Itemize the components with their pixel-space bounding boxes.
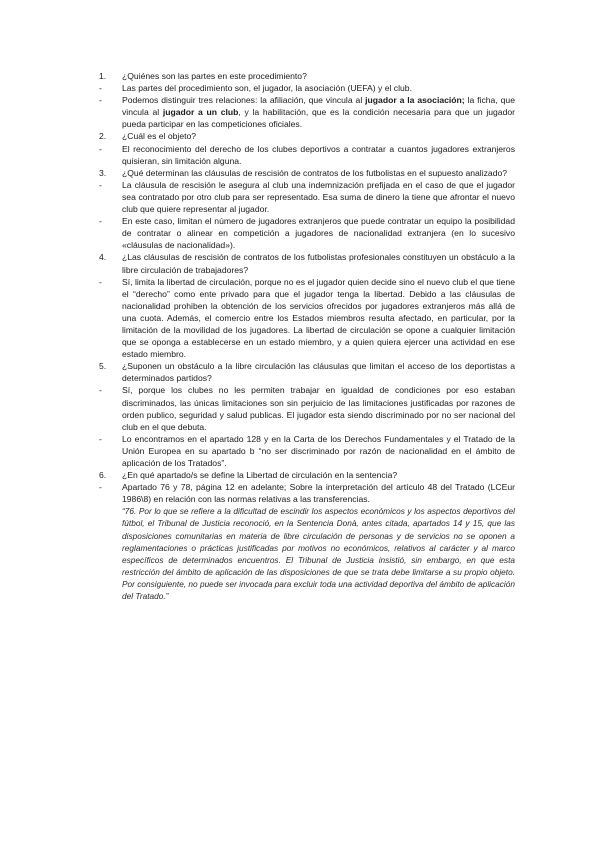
answer-4: [99, 276, 515, 361]
question-5: [99, 360, 515, 384]
item-marker: -: [99, 216, 102, 227]
question-1: [99, 70, 515, 82]
item-marker: 4.: [99, 252, 107, 263]
item-text-part: la ficha, que vincula al: [122, 95, 515, 118]
answer-1a: [99, 82, 515, 94]
item-marker: -: [99, 433, 102, 444]
item-marker: 2.: [99, 131, 107, 142]
item-marker: 3.: [99, 167, 107, 178]
answer-1b: [99, 94, 515, 130]
item-text: ¿Suponen un obstáculo a la libre circulación las cláusulas que limitan el acceso de los deportistas a determinados partidos?: [122, 361, 515, 384]
item-text: La cláusula de rescisión le asegura al club una indemnización prefijada en el caso de que el jugador sea contratado por otro club para ser representado. Esa suma de dinero la tiene que afrontar el nuevo club que quiere representar al jugador.: [122, 179, 515, 215]
bold-phrase: jugador a la asociación;: [365, 95, 465, 106]
question-4: [99, 251, 515, 275]
item-marker: -: [99, 143, 102, 154]
quoted-paragraph-76: “76. Por lo que se refiere a la dificultad de escindir los aspectos económicos y los aspectos deportivos del fútbol, el Tribunal de Justicia reconoció, en la Sentencia Donà, antes citada, apartados 14 y 15, que las disposiciones comunitarias en materia de libre circulación de personas y de servicios no se oponen a reglamentaciones o prácticas justificadas por motivos no económicos, relativos al carácter y al marco específicos de determinados encuentros. El Tribunal de Justicia insistió, sin embargo, en que esta restricción del ámbito de aplicación de las disposiciones de que se trata debe limitarse a su propio objeto. Por consiguiente, no puede ser invocada para excluir toda una actividad deportiva del ámbito de aplicación del Tratado.”: [122, 506, 515, 602]
item-text: El reconocimiento del derecho de los clubes deportivos a contratar a cuantos jugadores extranjeros quisieran, sin limitación alguna.: [122, 143, 515, 166]
item-text-part: , y la habilitación, que es la condición necesaria para que un jugador pueda participar en las competiciones oficiales.: [122, 107, 515, 130]
answer-3a: [99, 179, 515, 215]
item-text: Lo encontramos en el apartado 128 y en la Carta de los Derechos Fundamentales y el Tratado de la Unión Europea en su apartado b “no ser discriminado por razón de nacionalidad en el ámbito de aplicación de los Tratados”.: [122, 433, 515, 468]
answer-2: [99, 143, 515, 167]
item-marker: -: [99, 83, 102, 94]
item-marker: -: [99, 482, 102, 493]
bold-phrase: jugador a un club: [162, 107, 239, 118]
item-text: ¿Cuál es el objeto?: [122, 131, 197, 142]
item-text: Apartado 76 y 78, página 12 en adelante; Sobre la interpretación del artículo 48 del Tratado (LCEur 1986\8) en relación con las normas relativas a las transferencias.: [122, 482, 515, 505]
item-text: ¿Las cláusulas de rescisión de contratos de los futbolistas profesionales constituyen un obstáculo a la libre circulación de trabajadores?: [122, 252, 515, 275]
answer-3b: [99, 215, 515, 251]
item-text: ¿Qué determinan las cláusulas de rescisión de contratos de los futbolistas en el supuesto analizado?: [122, 167, 508, 178]
question-2: [99, 130, 515, 142]
item-marker: -: [99, 95, 102, 106]
item-marker: -: [99, 179, 102, 190]
item-text: Sí, limita la libertad de circulación, porque no es el jugador quien decide sino el nuevo club el que tiene el “derecho” como ente privado para que el jugador tenga la libertad. Debido a las cláusulas de nacionalidad prohiben la obtención de los servicios ofrecidos por jugadores extranjeros más allá de una cuota. Además, el comercio entre los Estados miembros resulta afectado, en particular, por la limitación de la movilidad de los jugadores. La libertad de circulación se opone a cualquier limitación que se oponga a establecerse en un estado miembro, y a quien quiera ejercer una actividad en ese estado miembro.: [122, 276, 515, 360]
item-text: ¿En qué apartado/s se define la Libertad de circulación en la sentencia?: [122, 470, 398, 481]
item-text-part: Podemos distinguir tres relaciones: la afiliación, que vincula al: [122, 95, 366, 106]
item-marker: 5.: [99, 361, 107, 372]
item-marker: -: [99, 276, 102, 287]
item-marker: -: [99, 385, 102, 396]
item-text: ¿Quiénes son las partes en este procedimiento?: [122, 71, 307, 81]
answer-6: [99, 481, 515, 505]
item-text: Las partes del procedimiento son, el jugador, la asociación (UEFA) y el club.: [122, 83, 412, 94]
question-6: [99, 469, 515, 481]
question-3: [99, 167, 515, 179]
item-marker: 6.: [99, 470, 107, 481]
item-text: Sí, porque los clubes no les permiten trabajar en igualdad de condiciones por eso estaban discriminados, las únicas limitaciones son sin perjuicio de las limitaciones justificadas por razones de orden publico, seguridad y salud publicas. El jugador esta siendo discriminado por no ser nacional del club en el que debuta.: [122, 385, 515, 432]
item-marker: 1.: [99, 71, 107, 81]
answer-5a: [99, 384, 515, 432]
item-text: En este caso, limitan el número de jugadores extranjeros que puede contratar un equipo la posibilidad de contratar o alinear en competición a jugadores de nacionalidad extranjera (en lo sucesivo «cláusulas de nacionalidad»).: [122, 216, 515, 251]
answer-5b: [99, 433, 515, 469]
document-body: [99, 70, 515, 602]
